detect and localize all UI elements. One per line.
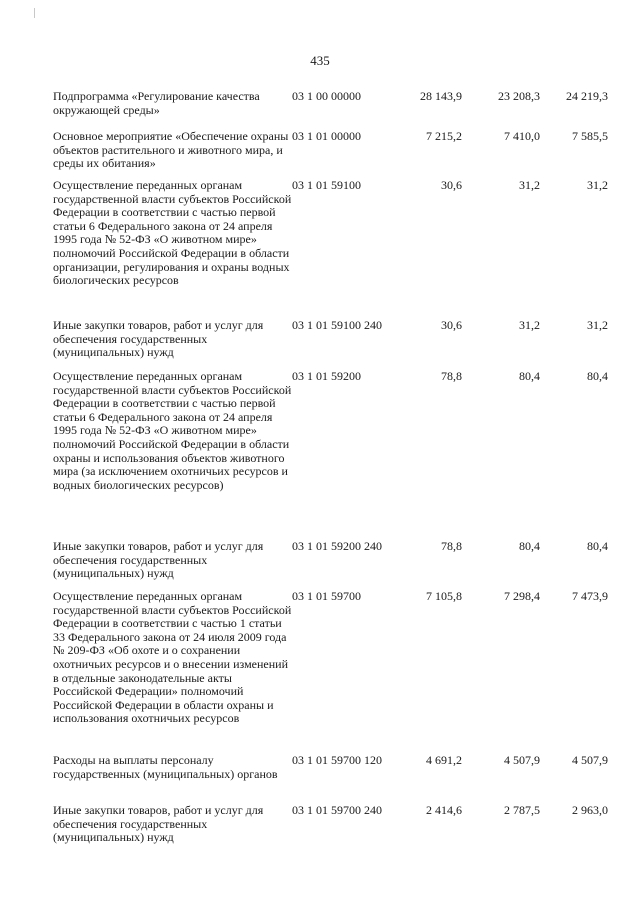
row-value-3: 31,2 xyxy=(587,178,608,192)
row-name: Осуществление переданных органам государственной власти субъектов Российской Федерации в соответствии с частью первой статьи 6 Федерального закона от 24 апреля 1995 года № 52-ФЗ «О животном мире» полномочий Российской Федерации в области охраны и использования объектов животного мира (за исключением охотничьих ресурсов и водных биологических ресурсов) xyxy=(53,369,292,492)
row-value-2: 7 410,0 xyxy=(504,129,540,143)
budget-table xyxy=(0,90,640,854)
row-value-2: 31,2 xyxy=(519,178,540,192)
table-row xyxy=(0,319,640,370)
row-code: 03 1 01 59200 240 xyxy=(292,539,382,553)
row-name: Иные закупки товаров, работ и услуг для обеспечения государственных (муниципальных) нужд xyxy=(53,803,264,845)
row-code: 03 1 01 59700 240 xyxy=(292,803,382,817)
row-value-1: 7 215,2 xyxy=(426,129,462,143)
row-name: Подпрограмма «Регулирование качества окружающей среды» xyxy=(53,89,260,117)
row-value-3: 24 219,3 xyxy=(566,89,608,103)
table-row xyxy=(0,370,640,540)
row-code: 03 1 01 59100 xyxy=(292,178,361,192)
table-row xyxy=(0,179,640,319)
row-value-2: 31,2 xyxy=(519,318,540,332)
row-name: Основное мероприятие «Обеспечение охраны объектов растительного и животного мира, и среды их обитания» xyxy=(53,129,289,171)
table-row xyxy=(0,90,640,130)
row-value-1: 7 105,8 xyxy=(426,589,462,603)
row-value-3: 80,4 xyxy=(587,369,608,383)
row-value-1: 28 143,9 xyxy=(420,89,462,103)
row-code: 03 1 01 00000 xyxy=(292,129,361,143)
row-value-3: 2 963,0 xyxy=(572,803,608,817)
table-row xyxy=(0,754,640,804)
row-value-3: 31,2 xyxy=(587,318,608,332)
row-value-1: 2 414,6 xyxy=(426,803,462,817)
row-value-1: 78,8 xyxy=(441,369,462,383)
row-value-3: 7 585,5 xyxy=(572,129,608,143)
row-value-1: 30,6 xyxy=(441,178,462,192)
row-code: 03 1 01 59700 xyxy=(292,589,361,603)
row-name: Расходы на выплаты персоналу государственных (муниципальных) органов xyxy=(53,753,278,781)
row-name: Осуществление переданных органам государственной власти субъектов Российской Федерации в соответствии с частью 1 статьи 33 Федерального закона от 24 июля 2009 года № 209-ФЗ «Об охоте и о сохранении охотничьих ресурсов и о внесении изменений в отдельные законодательные акты Российской Федерации» полномочий Российской Федерации в области охраны и использования охотничьих ресурсов xyxy=(53,589,292,726)
page-number: 435 xyxy=(310,53,330,68)
row-value-1: 78,8 xyxy=(441,539,462,553)
row-value-2: 80,4 xyxy=(519,369,540,383)
row-name: Осуществление переданных органам государственной власти субъектов Российской Федерации в соответствии с частью первой статьи 6 Федерального закона от 24 апреля 1995 года № 52-ФЗ «О животном мире» полномочий Российской Федерации в области организации, регулирования и охраны водных биологических ресурсов xyxy=(53,178,292,288)
table-row xyxy=(0,590,640,754)
row-code: 03 1 01 59700 120 xyxy=(292,753,382,767)
row-value-2: 7 298,4 xyxy=(504,589,540,603)
row-code: 03 1 01 59200 xyxy=(292,369,361,383)
row-value-1: 4 691,2 xyxy=(426,753,462,767)
row-value-2: 23 208,3 xyxy=(498,89,540,103)
row-value-2: 4 507,9 xyxy=(504,753,540,767)
row-value-3: 7 473,9 xyxy=(572,589,608,603)
table-row xyxy=(0,804,640,854)
scan-artifact xyxy=(34,8,35,18)
table-row xyxy=(0,540,640,590)
row-name: Иные закупки товаров, работ и услуг для обеспечения государственных (муниципальных) нужд xyxy=(53,539,264,581)
row-code: 03 1 00 00000 xyxy=(292,89,361,103)
row-code: 03 1 01 59100 240 xyxy=(292,318,382,332)
row-value-3: 4 507,9 xyxy=(572,753,608,767)
table-row xyxy=(0,130,640,179)
row-name: Иные закупки товаров, работ и услуг для обеспечения государственных (муниципальных) нужд xyxy=(53,318,264,360)
row-value-2: 2 787,5 xyxy=(504,803,540,817)
row-value-1: 30,6 xyxy=(441,318,462,332)
row-value-3: 80,4 xyxy=(587,539,608,553)
row-value-2: 80,4 xyxy=(519,539,540,553)
